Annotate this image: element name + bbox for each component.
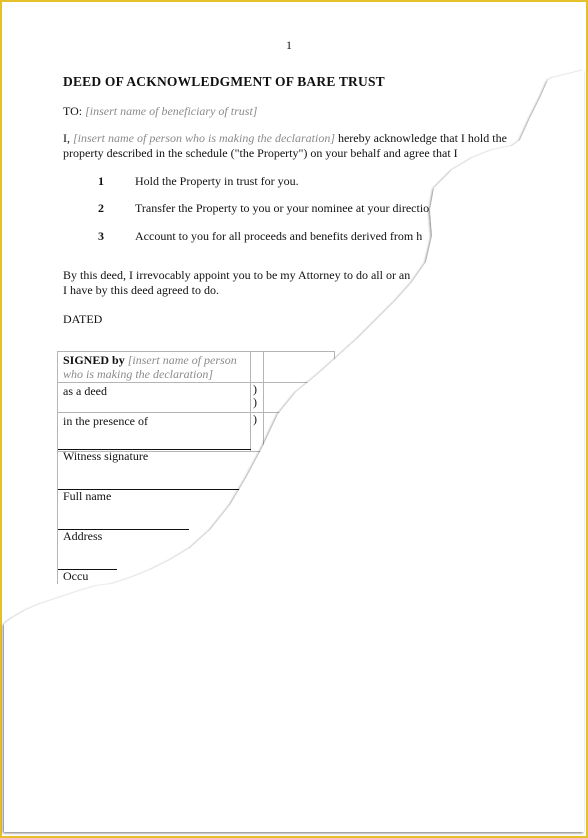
address-label: Address [63, 529, 103, 543]
occupation-label: Occu [63, 569, 89, 583]
bracket-mark: ) [253, 382, 257, 396]
page-number: 1 [286, 38, 292, 52]
signer-placeholder-line-2: who is making the declaration] [63, 367, 213, 381]
signed-label: SIGNED [63, 353, 110, 367]
presence-label: in the presence of [63, 414, 148, 428]
clause-number: 3 [98, 229, 104, 243]
intro-text-1: hereby acknowledge that I hold the [337, 131, 507, 145]
dated-label: DATED [63, 312, 103, 326]
document-title: DEED OF ACKNOWLEDGMENT OF BARE TRUST [63, 74, 385, 89]
torn-area [4, 70, 584, 832]
intro-text-2: property described in the schedule ("the Property") on your behalf and agree that I [63, 146, 458, 160]
intro-prefix: I, [63, 131, 70, 145]
clause-text: Transfer the Property to you or your nominee at your directio [135, 201, 430, 215]
clause-text: Hold the Property in trust for you. [135, 174, 299, 188]
attorney-line-2: I have by this deed agreed to do. [63, 283, 219, 297]
witness-signature-label: Witness signature [63, 449, 149, 463]
signer-placeholder-line-1: [insert name of person [127, 353, 237, 367]
clause-text: Account to you for all proceeds and benefits derived from h [135, 229, 423, 243]
beneficiary-placeholder: [insert name of beneficiary of trust] [85, 104, 258, 118]
bracket-mark: ) [253, 395, 257, 409]
attorney-line-1: By this deed, I irrevocably appoint you to be my Attorney to do all or an [63, 268, 411, 282]
clause-number: 1 [98, 174, 104, 188]
clause-number: 2 [98, 201, 104, 215]
to-label: TO: [63, 104, 83, 118]
as-deed-label: as a deed [63, 384, 107, 398]
full-name-label: Full name [63, 489, 112, 503]
signed-by-word: by [112, 353, 125, 367]
bracket-mark: ) [253, 412, 257, 426]
declarant-placeholder: [insert name of person who is making the declaration] [73, 131, 335, 145]
